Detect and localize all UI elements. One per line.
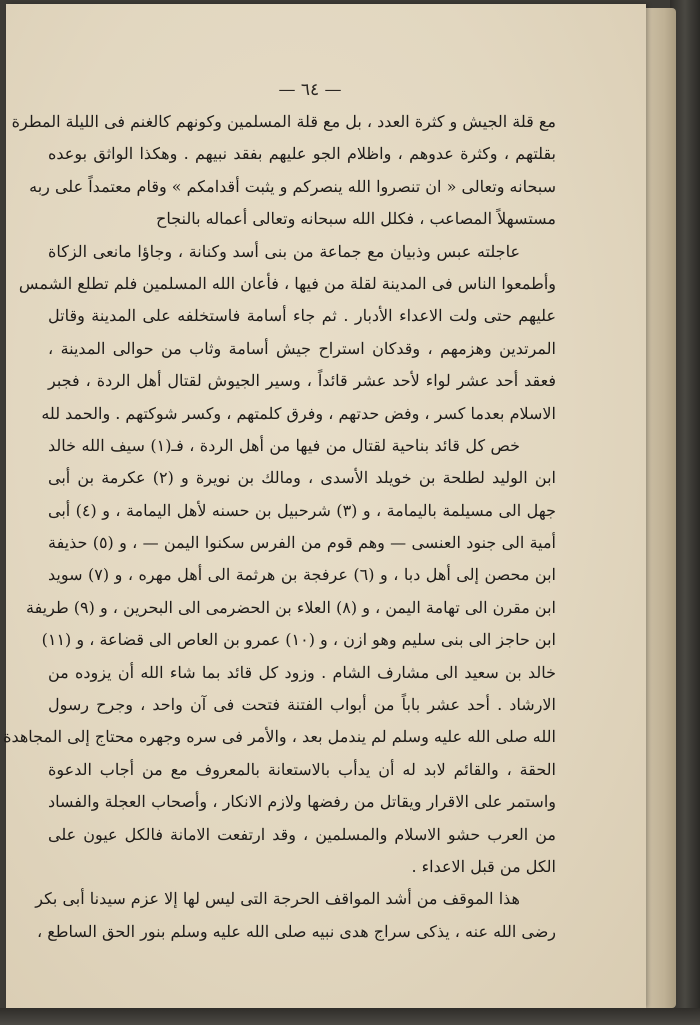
text-line: عاجلته عبس وذبيان مع جماعة من بنى أسد وكنانة ، وجاؤا مانعى الزكاة bbox=[48, 241, 520, 261]
text-line: هذا الموقف من أشد المواقف الحرجة التى ليس لها إلا عزم سيدنا أبى بكر bbox=[35, 889, 520, 909]
text-line: ابن حاجز الى بنى سليم وهو ازن ، و (١٠) عمرو بن العاص الى قضاعة ، و (١١) bbox=[41, 630, 556, 650]
text-line: مستسهلاً المصاعب ، فكلل الله سبحانه وتعالى أعماله بالنجاح bbox=[156, 209, 556, 229]
text-line: خص كل قائد بناحية لقتال من فيها من أهل الردة ، فـ(١) سيف الله خالد bbox=[48, 435, 521, 455]
text-line: مع قلة الجيش و كثرة العدد ، بل مع قلة المسلمين وكونهم كالغنم فى الليلة المطرة bbox=[11, 112, 556, 131]
text-line: ابن مقرن الى تهامة اليمن ، و (٨) العلاء بن الحضرمى الى البحرين ، و (٩) طريفة bbox=[26, 597, 556, 617]
text-line: أمية الى جنود العنسى — وهم قوم من الفرس سكنوا اليمن — ، و (٥) حذيفة bbox=[48, 533, 556, 553]
text-line: الحقة ، والقائم لابد له أن يدأب بالاستعانة بالمعروف مع من أجاب الدعوة bbox=[48, 759, 556, 779]
text-line: وأطمعوا الناس فى المدينة لقلة من فيها ، فأعان الله المسلمين فلم تطلع الشمس bbox=[18, 273, 556, 293]
text-line: عليهم حتى ولت الاعداء الأدبار . ثم جاء أسامة فاستخلفه على المدينة وقاتل bbox=[48, 306, 556, 326]
text-line: ابن محصن إلى أهل دبا ، و (٦) عرفجة بن هرثمة الى أهل مهره ، و (٧) سويد bbox=[48, 565, 556, 585]
text-line: جهل الى مسيلمة باليمامة ، و (٣) شرحبيل بن حسنه لأهل اليمامة ، و (٤) أبى bbox=[48, 500, 557, 520]
text-line: الاسلام بعدما كسر ، وفض حدتهم ، وفرق كلمتهم ، وكسر شوكتهم . والحمد لله bbox=[41, 403, 556, 423]
text-line: واستمر على الاقرار ويقاتل من رفضها ولازم الانكار ، وأصحاب العجلة والفساد bbox=[48, 792, 556, 812]
text-line: ابن الوليد لطلحة بن خويلد الأسدى ، ومالك بن نويرة و (٢) عكرمة بن أبى bbox=[48, 468, 556, 488]
book-bottom-edge bbox=[0, 1008, 700, 1025]
text-line: الارشاد . أحد عشر باباً من أبواب الفتنة فتحت فى آن واحد ، وجرح رسول bbox=[48, 695, 556, 715]
text-line: خالد بن سعيد الى مشارف الشام . وزود كل قائد بما شاء الله أن يزوده من bbox=[48, 662, 556, 682]
body-text bbox=[3, 106, 557, 948]
text-line: المرتدين وهزمهم ، وقدكان استراح جيش أسامة وثاب من حوالى المدينة ، bbox=[48, 338, 556, 358]
text-line: بقلتهم ، وكثرة عدوهم ، واظلام الجو عليهم بفقد نبيهم . وهكذا الواثق بوعده bbox=[48, 144, 556, 164]
text-line: الله صلى الله عليه وسلم لم يندمل بعد ، والأمر فى سره وجهره محتاج إلى المجاهدة bbox=[3, 727, 556, 747]
text-line: الكل من قبل الاعداء . bbox=[411, 856, 556, 876]
text-line: رضى الله عنه ، يذكى سراج هدى نبيه صلى الله عليه وسلم بنور الحق الساطع ، bbox=[37, 921, 556, 941]
page-number: — ٦٤ — bbox=[278, 80, 342, 100]
text-line: من العرب حشو الاسلام والمسلمين ، وقد ارتفعت الامانة فالكل عيون على bbox=[48, 824, 556, 844]
text-line: سبحانه وتعالى « ان تنصروا الله ينصركم و يثبت أقدامكم » وقام معتمداً على ربه bbox=[29, 176, 556, 196]
text-line: فعقد أحد عشر لواء لأحد عشر قائداً ، وسير الجيوش لقتال أهل الردة ، فجبر bbox=[48, 371, 556, 391]
